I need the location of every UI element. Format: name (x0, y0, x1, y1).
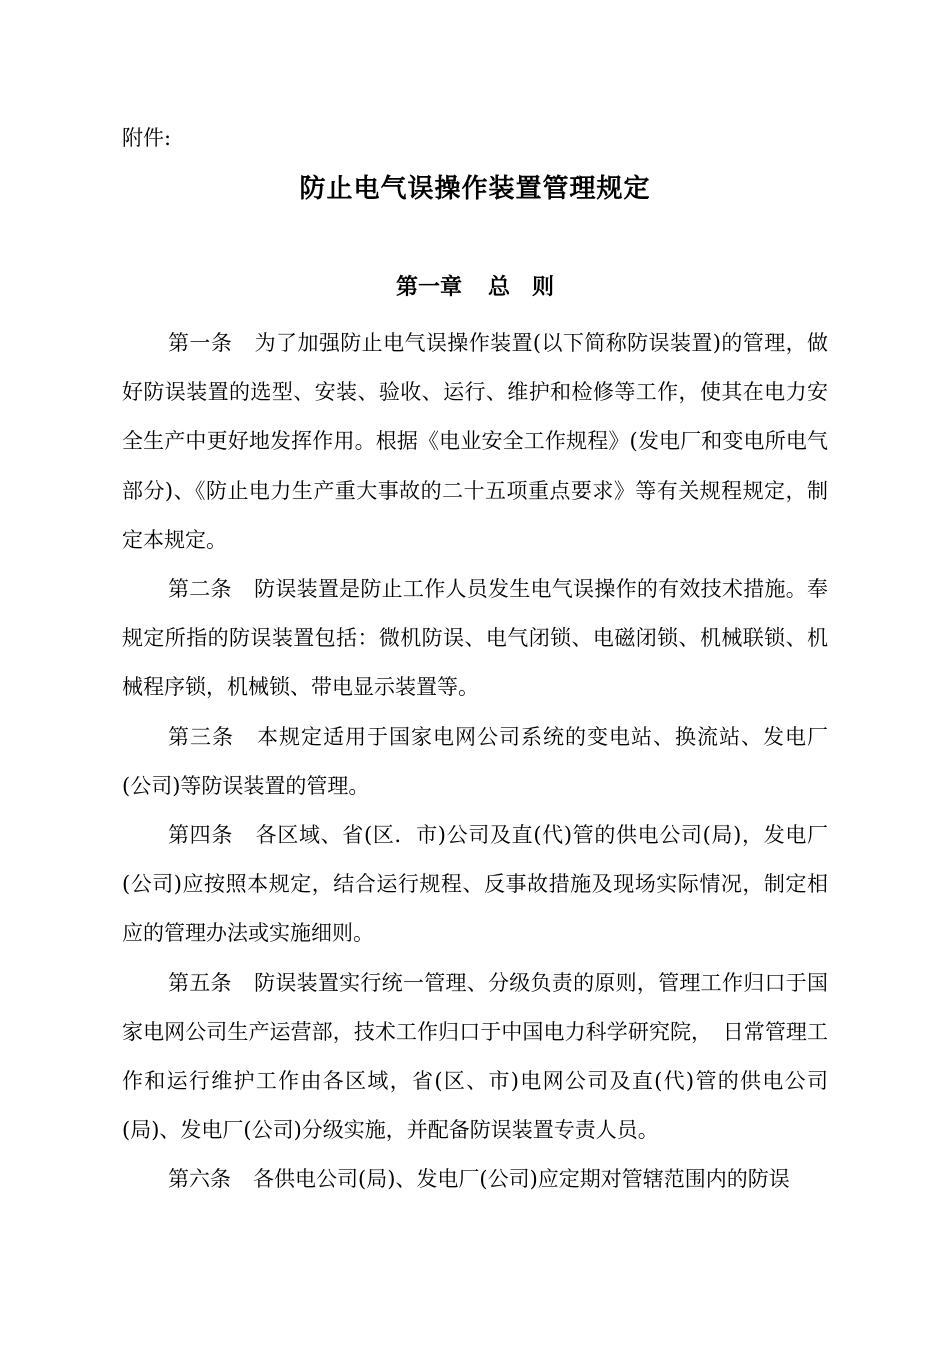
article-label: 第三条 (168, 724, 234, 749)
document-body (122, 319, 828, 1205)
article-paragraph (122, 565, 828, 713)
article-paragraph (122, 319, 828, 565)
article-text: 防误装置实行统一管理、分级负责的原则，管理工作归口于国家电网公司生产运营部，技术工作归口于中国电力科学研究院， 日常管理工作和运行维护工作由各区域，省(区、市)电网公司及直(代)管的供电公司(局)、发电厂(公司)分级实施，并配备防误装置专责人员。 (122, 970, 829, 1143)
article-text: 本规定适用于国家电网公司系统的变电站、换流站、发电厂(公司)等防误装置的管理。 (122, 724, 828, 798)
article-paragraph (122, 811, 828, 959)
chapter-heading (0, 268, 950, 306)
article-label: 第六条 (168, 1167, 231, 1192)
article-label: 第四条 (168, 823, 233, 848)
attachment-label: 附件: (122, 126, 172, 150)
article-label: 第一条 (168, 331, 233, 355)
chapter-number: 第一章 (395, 274, 462, 300)
article-text: 各供电公司(局)、发电厂(公司)应定期对管辖范围内的防误 (253, 1167, 790, 1192)
article-paragraph (122, 959, 828, 1156)
article-text: 各区域、省(区．市)公司及直(代)管的供电公司(局)，发电厂(公司)应按照本规定，结合运行规程、反事故措施及现场实际情况，制定相应的管理办法或实施细则。 (122, 823, 829, 946)
article-label: 第五条 (168, 970, 232, 995)
article-paragraph (122, 1155, 828, 1204)
article-paragraph (122, 713, 828, 811)
article-text: 为了加强防止电气误操作装置(以下简称防误装置)的管理，做好防误装置的选型、安装、验收、运行、维护和检修等工作，使其在电力安全生产中更好地发挥作用。根据《电业安全工作规程》(发电厂和变电所电气部分)、《防止电力生产重大事故的二十五项重点要求》等有关规程规定，制定本规定。 (122, 331, 829, 552)
chapter-name: 总 则 (488, 274, 555, 300)
article-text: 防误装置是防止工作人员发生电气误操作的有效技术措施。奉规定所指的防误装置包括：微机防误、电气闭锁、电磁闭锁、机械联锁、机械程序锁，机械锁、带电显示装置等。 (122, 577, 829, 700)
article-label: 第二条 (168, 577, 232, 602)
document-title: 防止电气误操作装置管理规定 (299, 174, 651, 204)
